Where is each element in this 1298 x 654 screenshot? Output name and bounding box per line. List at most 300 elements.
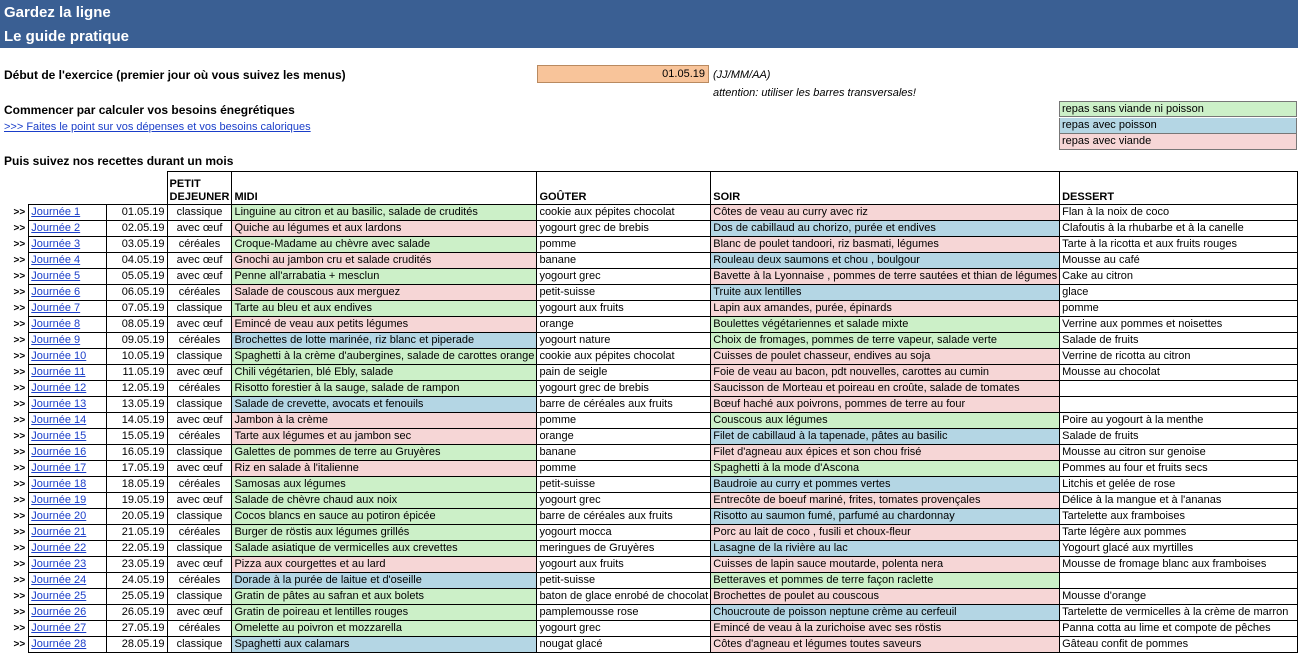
day-date: 05.05.19	[106, 269, 167, 285]
breakfast-cell: avec œuf	[167, 317, 232, 333]
table-row	[0, 429, 1298, 445]
snack-cell: yogourt grec	[537, 493, 711, 509]
dinner-cell: Entrecôte de boeuf mariné, frites, tomates provençales	[711, 493, 1060, 509]
day-link	[29, 413, 107, 429]
dessert-cell: Verrine de ricotta au citron	[1060, 349, 1298, 365]
snack-cell: barre de céréales aux fruits	[537, 509, 711, 525]
lunch-cell: Burger de röstis aux légumes grillés	[232, 525, 537, 541]
table-row	[0, 573, 1298, 589]
dessert-cell: Tartelette aux framboises	[1060, 509, 1298, 525]
breakfast-cell: avec œuf	[167, 413, 232, 429]
day-date: 18.05.19	[106, 477, 167, 493]
day-link	[29, 349, 107, 365]
day-link-text[interactable]: Journée 27	[31, 622, 87, 634]
day-link-text[interactable]: Journée 15	[31, 430, 87, 442]
snack-cell: yogourt aux fruits	[537, 301, 711, 317]
day-link	[29, 205, 107, 221]
dessert-cell: Tartelette de vermicelles à la crème de marron	[1060, 605, 1298, 621]
dinner-cell: Betteraves et pommes de terre façon raclette	[711, 573, 1060, 589]
dinner-cell: Porc au lait de coco , fusili et choux-fleur	[711, 525, 1060, 541]
snack-cell: yogourt nature	[537, 333, 711, 349]
lunch-cell: Gratin de pâtes au safran et aux bolets	[232, 589, 537, 605]
dinner-cell: Filet de cabillaud à la tapenade, pâtes au basilic	[711, 429, 1060, 445]
day-link	[29, 429, 107, 445]
row-arrow: >>	[13, 415, 26, 426]
dinner-cell: Bœuf haché aux poivrons, pommes de terre au four	[711, 397, 1060, 413]
breakfast-cell: avec œuf	[167, 461, 232, 477]
menu-table	[0, 171, 1298, 653]
day-date: 07.05.19	[106, 301, 167, 317]
lunch-cell: Risotto forestier à la sauge, salade de rampon	[232, 381, 537, 397]
row-arrow: >>	[13, 575, 26, 586]
lunch-cell: Quiche au légumes et aux lardons	[232, 221, 537, 237]
table-row	[0, 381, 1298, 397]
breakfast-cell: céréales	[167, 285, 232, 301]
breakfast-cell: céréales	[167, 429, 232, 445]
dinner-cell: Côtes d'agneau et légumes toutes saveurs	[711, 637, 1060, 653]
breakfast-cell: avec œuf	[167, 365, 232, 381]
breakfast-cell: céréales	[167, 525, 232, 541]
breakfast-cell: céréales	[167, 333, 232, 349]
day-link	[29, 493, 107, 509]
day-link	[29, 589, 107, 605]
day-link-text[interactable]: Journée 11	[31, 366, 86, 378]
lunch-cell: Galettes de pommes de terre au Gruyères	[232, 445, 537, 461]
legend-vegetarian: repas sans viande ni poisson	[1059, 101, 1297, 117]
lunch-cell: Gnochi au jambon cru et salade crudités	[232, 253, 537, 269]
row-arrow: >>	[13, 335, 26, 346]
lunch-cell: Tarte aux légumes et au jambon sec	[232, 429, 537, 445]
breakfast-cell: avec œuf	[167, 253, 232, 269]
day-date: 11.05.19	[106, 365, 167, 381]
day-link-text[interactable]: Journée 12	[31, 382, 87, 394]
start-date-input[interactable]: 01.05.19	[537, 65, 709, 83]
header-midi: MIDI	[232, 172, 537, 205]
snack-cell: meringues de Gruyères	[537, 541, 711, 557]
table-row	[0, 477, 1298, 493]
dinner-cell: Foie de veau au bacon, pdt nouvelles, carottes au cumin	[711, 365, 1060, 381]
dinner-cell: Choucroute de poisson neptune crème au cerfeuil	[711, 605, 1060, 621]
snack-cell: orange	[537, 317, 711, 333]
dinner-cell: Boulettes végétariennes et salade mixte	[711, 317, 1060, 333]
table-row	[0, 317, 1298, 333]
table-row	[0, 301, 1298, 317]
dinner-cell: Choix de fromages, pommes de terre vapeur, salade verte	[711, 333, 1060, 349]
day-date: 22.05.19	[106, 541, 167, 557]
snack-cell: petit-suisse	[537, 477, 711, 493]
table-row	[0, 557, 1298, 573]
dinner-cell: Brochettes de poulet au couscous	[711, 589, 1060, 605]
snack-cell: nougat glacé	[537, 637, 711, 653]
snack-cell: petit-suisse	[537, 573, 711, 589]
day-date: 08.05.19	[106, 317, 167, 333]
dinner-cell: Filet d'agneau aux épices et son chou frisé	[711, 445, 1060, 461]
row-arrow: >>	[13, 543, 26, 554]
snack-cell: baton de glace enrobé de chocolat	[537, 589, 711, 605]
snack-cell: cookie aux pépites chocolat	[537, 349, 711, 365]
dessert-cell: Flan à la noix de coco	[1060, 205, 1298, 221]
dessert-cell: Clafoutis à la rhubarbe et à la canelle	[1060, 221, 1298, 237]
snack-cell: pomme	[537, 237, 711, 253]
breakfast-cell: avec œuf	[167, 557, 232, 573]
snack-cell: yogourt mocca	[537, 525, 711, 541]
dinner-cell: Dos de cabillaud au chorizo, purée et endives	[711, 221, 1060, 237]
row-arrow: >>	[13, 319, 26, 330]
dinner-cell: Bavette à la Lyonnaise , pommes de terre sautées et thian de légumes	[711, 269, 1060, 285]
dessert-cell: Yogourt glacé aux myrtilles	[1060, 541, 1298, 557]
table-row	[0, 269, 1298, 285]
table-row	[0, 365, 1298, 381]
snack-cell: pamplemousse rose	[537, 605, 711, 621]
table-row	[0, 445, 1298, 461]
dinner-cell: Emincé de veau à la zurichoise avec ses röstis	[711, 621, 1060, 637]
day-link	[29, 381, 107, 397]
day-link	[29, 365, 107, 381]
recipes-heading: Puis suivez nos recettes durant un mois	[4, 154, 234, 168]
lunch-cell: Spaghetti aux calamars	[232, 637, 537, 653]
day-link	[29, 637, 107, 653]
table-row	[0, 413, 1298, 429]
day-date: 17.05.19	[106, 461, 167, 477]
day-link	[29, 509, 107, 525]
snack-cell: pain de seigle	[537, 365, 711, 381]
dinner-cell: Couscous aux légumes	[711, 413, 1060, 429]
day-date: 10.05.19	[106, 349, 167, 365]
table-row	[0, 541, 1298, 557]
table-row	[0, 637, 1298, 653]
table-row	[0, 253, 1298, 269]
day-link	[29, 541, 107, 557]
table-row	[0, 461, 1298, 477]
day-link-text[interactable]: Journée 4	[31, 254, 81, 266]
day-link-text[interactable]: Journée 18	[31, 478, 87, 490]
row-arrow: >>	[13, 623, 26, 634]
day-link-text[interactable]: Journée 25	[31, 590, 87, 602]
day-date: 13.05.19	[106, 397, 167, 413]
table-row	[0, 605, 1298, 621]
day-date: 01.05.19	[106, 205, 167, 221]
day-link-text[interactable]: Journée 21	[31, 526, 87, 538]
snack-cell: barre de céréales aux fruits	[537, 397, 711, 413]
day-link-text[interactable]: Journée 2	[31, 222, 81, 234]
breakfast-cell: classique	[167, 541, 232, 557]
lunch-cell: Tarte au bleu et aux endives	[232, 301, 537, 317]
dessert-cell: Salade de fruits	[1060, 333, 1298, 349]
dinner-cell: Cuisses de lapin sauce moutarde, polenta nera	[711, 557, 1060, 573]
row-arrow: >>	[13, 559, 26, 570]
day-link	[29, 557, 107, 573]
day-link	[29, 253, 107, 269]
sheet-title: Gardez la ligne	[4, 4, 111, 21]
lunch-cell: Jambon à la crème	[232, 413, 537, 429]
day-link-text[interactable]: Journée 8	[31, 318, 81, 330]
snack-cell: pomme	[537, 461, 711, 477]
day-link-text[interactable]: Journée 9	[31, 334, 81, 346]
breakfast-cell: classique	[167, 205, 232, 221]
lunch-cell: Chili végétarien, blé Ebly, salade	[232, 365, 537, 381]
row-arrow: >>	[13, 303, 26, 314]
dessert-cell: Mousse au citron sur genoise	[1060, 445, 1298, 461]
lunch-cell: Salade de crevette, avocats et fenouils	[232, 397, 537, 413]
day-link	[29, 525, 107, 541]
dinner-cell: Blanc de poulet tandoori, riz basmati, légumes	[711, 237, 1060, 253]
dessert-cell: Verrine aux pommes et noisettes	[1060, 317, 1298, 333]
dinner-cell: Saucisson de Morteau et poireau en croûte, salade de tomates	[711, 381, 1060, 397]
day-date: 03.05.19	[106, 237, 167, 253]
day-link	[29, 269, 107, 285]
day-link-text[interactable]: Journée 10	[31, 350, 87, 362]
dinner-cell: Rouleau deux saumons et chou , boulgour	[711, 253, 1060, 269]
day-link	[29, 477, 107, 493]
snack-cell: yogourt grec	[537, 269, 711, 285]
table-row	[0, 493, 1298, 509]
day-date: 23.05.19	[106, 557, 167, 573]
breakfast-cell: classique	[167, 349, 232, 365]
lunch-cell: Cocos blancs en sauce au potiron épicée	[232, 509, 537, 525]
dinner-cell: Lapin aux amandes, purée, épinards	[711, 301, 1060, 317]
dessert-cell: Mousse d'orange	[1060, 589, 1298, 605]
sheet-subtitle: Le guide pratique	[4, 28, 130, 45]
breakfast-cell: céréales	[167, 477, 232, 493]
day-link-text[interactable]: Journée 3	[31, 238, 81, 250]
dinner-cell: Spaghetti à la mode d'Ascona	[711, 461, 1060, 477]
snack-cell: orange	[537, 429, 711, 445]
day-date: 09.05.19	[106, 333, 167, 349]
breakfast-cell: classique	[167, 397, 232, 413]
lunch-cell: Gratin de poireau et lentilles rouges	[232, 605, 537, 621]
start-date-label: Début de l'exercice (premier jour où vous suivez les menus)	[4, 68, 346, 82]
dessert-cell	[1060, 381, 1298, 397]
day-date: 19.05.19	[106, 493, 167, 509]
breakfast-cell: classique	[167, 637, 232, 653]
day-link	[29, 301, 107, 317]
dessert-cell	[1060, 397, 1298, 413]
calc-heading: Commencer par calculer vos besoins énegrétiques	[4, 103, 295, 117]
day-date: 21.05.19	[106, 525, 167, 541]
row-arrow: >>	[13, 447, 26, 458]
day-date: 15.05.19	[106, 429, 167, 445]
dinner-cell: Risotto au saumon fumé, parfumé au chardonnay	[711, 509, 1060, 525]
breakfast-cell: classique	[167, 301, 232, 317]
row-arrow: >>	[13, 383, 26, 394]
dinner-cell: Truite aux lentilles	[711, 285, 1060, 301]
breakfast-cell: classique	[167, 509, 232, 525]
row-arrow: >>	[13, 527, 26, 538]
day-date: 04.05.19	[106, 253, 167, 269]
day-link-text[interactable]: Journée 22	[31, 542, 87, 554]
dessert-cell: Délice à la mangue et à l'ananas	[1060, 493, 1298, 509]
day-date: 02.05.19	[106, 221, 167, 237]
day-link-text[interactable]: Journée 23	[31, 558, 87, 570]
day-link	[29, 333, 107, 349]
row-arrow: >>	[13, 639, 26, 650]
dessert-cell: Gâteau confit de pommes	[1060, 637, 1298, 653]
lunch-cell: Croque-Madame au chèvre avec salade	[232, 237, 537, 253]
day-link-text[interactable]: Journée 5	[31, 270, 81, 282]
row-arrow: >>	[13, 479, 26, 490]
dessert-cell: Litchis et gelée de rose	[1060, 477, 1298, 493]
day-link	[29, 621, 107, 637]
snack-cell: cookie aux pépites chocolat	[537, 205, 711, 221]
legend-fish: repas avec poisson	[1059, 118, 1297, 134]
snack-cell: yogourt grec de brebis	[537, 221, 711, 237]
snack-cell: banane	[537, 253, 711, 269]
day-link	[29, 317, 107, 333]
row-arrow: >>	[13, 239, 26, 250]
row-arrow: >>	[13, 399, 26, 410]
table-row	[0, 525, 1298, 541]
day-link-text[interactable]: Journée 13	[31, 398, 87, 410]
lunch-cell: Salade asiatique de vermicelles aux crevettes	[232, 541, 537, 557]
dessert-cell	[1060, 573, 1298, 589]
lunch-cell: Dorade à la purée de laitue et d'oseille	[232, 573, 537, 589]
dinner-cell: Lasagne de la rivière au lac	[711, 541, 1060, 557]
day-date: 06.05.19	[106, 285, 167, 301]
snack-cell: petit-suisse	[537, 285, 711, 301]
day-link-text[interactable]: Journée 14	[31, 414, 87, 426]
day-date: 27.05.19	[106, 621, 167, 637]
breakfast-cell: avec œuf	[167, 605, 232, 621]
table-row	[0, 237, 1298, 253]
lunch-cell: Penne all'arrabatia + mesclun	[232, 269, 537, 285]
row-arrow: >>	[13, 431, 26, 442]
header-dessert: DESSERT	[1060, 172, 1298, 205]
day-link	[29, 237, 107, 253]
day-link	[29, 285, 107, 301]
table-row	[0, 589, 1298, 605]
day-link-text[interactable]: Journée 17	[31, 462, 87, 474]
title-banner	[0, 0, 1298, 48]
header-petit-dejeuner: PETIT DEJEUNER	[167, 172, 232, 205]
breakfast-cell: céréales	[167, 621, 232, 637]
table-header-row	[0, 172, 1298, 205]
table-row	[0, 205, 1298, 221]
snack-cell: yogourt grec	[537, 621, 711, 637]
row-arrow: >>	[13, 255, 26, 266]
dinner-cell: Baudroie au curry et pommes vertes	[711, 477, 1060, 493]
row-arrow: >>	[13, 591, 26, 602]
dessert-cell: Cake au citron	[1060, 269, 1298, 285]
legend-meat: repas avec viande	[1059, 134, 1297, 150]
row-arrow: >>	[13, 223, 26, 234]
lunch-cell: Salade de couscous aux merguez	[232, 285, 537, 301]
table-row	[0, 333, 1298, 349]
lunch-cell: Linguine au citron et au basilic, salade de crudités	[232, 205, 537, 221]
day-link-text[interactable]: Journée 16	[31, 446, 87, 458]
table-row	[0, 221, 1298, 237]
day-date: 28.05.19	[106, 637, 167, 653]
row-arrow: >>	[13, 287, 26, 298]
day-link	[29, 221, 107, 237]
day-link	[29, 573, 107, 589]
day-link-text[interactable]: Journée 28	[31, 638, 87, 650]
day-date: 25.05.19	[106, 589, 167, 605]
row-arrow: >>	[13, 351, 26, 362]
breakfast-cell: céréales	[167, 237, 232, 253]
dessert-cell: Panna cotta au lime et compote de pêches	[1060, 621, 1298, 637]
calorie-needs-link[interactable]: >>> Faites le point sur vos dépenses et vos besoins caloriques	[4, 121, 311, 133]
snack-cell: yogourt aux fruits	[537, 557, 711, 573]
day-date: 14.05.19	[106, 413, 167, 429]
day-link-text[interactable]: Journée 24	[31, 574, 87, 586]
dessert-cell: Mousse au chocolat	[1060, 365, 1298, 381]
row-arrow: >>	[13, 367, 26, 378]
dessert-cell: Tarte à la ricotta et aux fruits rouges	[1060, 237, 1298, 253]
row-arrow: >>	[13, 495, 26, 506]
lunch-cell: Samosas aux légumes	[232, 477, 537, 493]
day-link-text[interactable]: Journée 20	[31, 510, 87, 522]
breakfast-cell: céréales	[167, 381, 232, 397]
breakfast-cell: avec œuf	[167, 493, 232, 509]
dinner-cell: Cuisses de poulet chasseur, endives au soja	[711, 349, 1060, 365]
day-link	[29, 461, 107, 477]
dessert-cell: Salade de fruits	[1060, 429, 1298, 445]
dessert-cell: pomme	[1060, 301, 1298, 317]
table-row	[0, 621, 1298, 637]
day-link-text[interactable]: Journée 6	[31, 286, 81, 298]
breakfast-cell: avec œuf	[167, 221, 232, 237]
row-arrow: >>	[13, 607, 26, 618]
breakfast-cell: classique	[167, 589, 232, 605]
header-gouter: GOÛTER	[537, 172, 711, 205]
day-link	[29, 605, 107, 621]
breakfast-cell: classique	[167, 445, 232, 461]
day-link-text[interactable]: Journée 7	[31, 302, 81, 314]
dessert-cell: Pommes au four et fruits secs	[1060, 461, 1298, 477]
day-date: 16.05.19	[106, 445, 167, 461]
dessert-cell: glace	[1060, 285, 1298, 301]
breakfast-cell: avec œuf	[167, 269, 232, 285]
lunch-cell: Salade de chèvre chaud aux noix	[232, 493, 537, 509]
snack-cell: pomme	[537, 413, 711, 429]
day-date: 26.05.19	[106, 605, 167, 621]
day-link	[29, 445, 107, 461]
lunch-cell: Riz en salade à l'italienne	[232, 461, 537, 477]
lunch-cell: Spaghetti à la crème d'aubergines, salade de carottes orange	[232, 349, 537, 365]
day-link	[29, 397, 107, 413]
dessert-cell: Mousse au café	[1060, 253, 1298, 269]
dessert-cell: Tarte légère aux pommes	[1060, 525, 1298, 541]
snack-cell: banane	[537, 445, 711, 461]
dessert-cell: Mousse de fromage blanc aux framboises	[1060, 557, 1298, 573]
dinner-cell: Côtes de veau au curry avec riz	[711, 205, 1060, 221]
lunch-cell: Omelette au poivron et mozzarella	[232, 621, 537, 637]
lunch-cell: Brochettes de lotte marinée, riz blanc et piperade	[232, 333, 537, 349]
lunch-cell: Emincé de veau aux petits légumes	[232, 317, 537, 333]
day-date: 20.05.19	[106, 509, 167, 525]
header-soir: SOIR	[711, 172, 1060, 205]
row-arrow: >>	[13, 271, 26, 282]
snack-cell: yogourt grec de brebis	[537, 381, 711, 397]
row-arrow: >>	[13, 207, 26, 218]
lunch-cell: Pizza aux courgettes et au lard	[232, 557, 537, 573]
row-arrow: >>	[13, 511, 26, 522]
table-row	[0, 397, 1298, 413]
table-row	[0, 509, 1298, 525]
row-arrow: >>	[13, 463, 26, 474]
date-format-hint: (JJ/MM/AA)	[713, 69, 771, 81]
dessert-cell: Poire au yogourt à la menthe	[1060, 413, 1298, 429]
table-row	[0, 349, 1298, 365]
day-link-text[interactable]: Journée 1	[31, 206, 81, 218]
date-format-note: attention: utiliser les barres transversales!	[713, 87, 916, 99]
day-link-text[interactable]: Journée 19	[31, 494, 87, 506]
day-link-text[interactable]: Journée 26	[31, 606, 87, 618]
table-row	[0, 285, 1298, 301]
day-date: 24.05.19	[106, 573, 167, 589]
breakfast-cell: céréales	[167, 573, 232, 589]
day-date: 12.05.19	[106, 381, 167, 397]
